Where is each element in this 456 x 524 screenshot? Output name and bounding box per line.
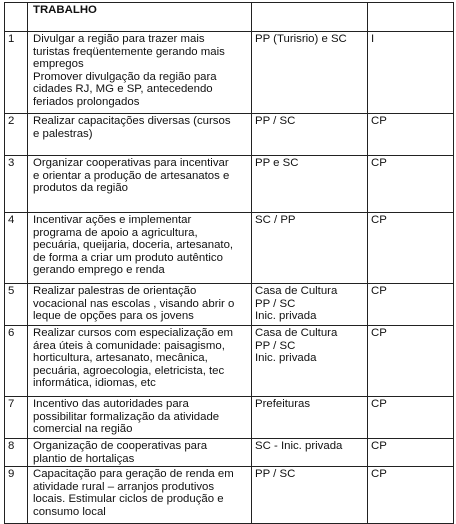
- action-line: Organização de cooperativas para: [33, 440, 208, 452]
- responsible-cell: [252, 284, 368, 326]
- responsible-line: Prefeituras: [255, 398, 311, 410]
- action-line: comercial na região: [33, 423, 133, 436]
- action-line: atividade rural – arranjos produtivos: [33, 480, 215, 493]
- action-cell: [28, 213, 252, 284]
- action-cell: [28, 439, 252, 467]
- action-line: informática, idiomas, etc: [33, 377, 156, 390]
- responsible-line: PP / SC: [255, 339, 296, 352]
- header-term-cell: [368, 3, 454, 32]
- action-line: empregos: [33, 58, 84, 71]
- responsible-line: PP / SC: [255, 297, 296, 310]
- action-cell: [28, 114, 252, 156]
- action-line: Realizar cursos com especialização em: [33, 327, 234, 339]
- action-plan-table: [4, 2, 454, 524]
- responsible-line: PP / SC: [255, 115, 296, 127]
- action-line: Realizar capacitações diversas (cursos: [33, 115, 231, 127]
- header-responsible-cell: [252, 3, 368, 32]
- header-number-cell: [5, 3, 28, 32]
- row-number-cell: 1: [5, 32, 28, 114]
- action-line: pecuária, agroecologia, eletricista, tec: [33, 364, 225, 377]
- term-cell: CP: [368, 284, 454, 326]
- responsible-cell: [252, 326, 368, 397]
- action-cell: [28, 397, 252, 439]
- action-line: feriados prolongados: [33, 95, 140, 108]
- table-row: [5, 397, 454, 439]
- action-line: Promover divulgação da região para: [33, 70, 217, 83]
- action-line: locais. Estimular ciclos de produção e: [33, 493, 224, 506]
- action-line: Incentivo das autoridades para: [33, 398, 189, 410]
- responsible-line: Inic. privada: [255, 310, 317, 323]
- action-line: horticultura, artesanato, mecânica,: [33, 352, 208, 365]
- row-number-cell: 5: [5, 284, 28, 326]
- section-title: TRABALHO: [28, 3, 252, 32]
- responsible-cell: [252, 213, 368, 284]
- responsible-line: PP e SC: [255, 157, 299, 169]
- action-line: produtos da região: [33, 182, 128, 195]
- term-cell: CP: [368, 439, 454, 467]
- term-cell: CP: [368, 326, 454, 397]
- action-line: Divulgar a região para trazer mais: [33, 33, 205, 45]
- responsible-cell: [252, 32, 368, 114]
- action-cell: [28, 156, 252, 213]
- term-cell: CP: [368, 397, 454, 439]
- table-row: [5, 326, 454, 397]
- action-line: e orientar a produção de artesanatos e: [33, 169, 230, 182]
- table-row: [5, 156, 454, 213]
- action-line: consumo local: [33, 505, 106, 518]
- action-line: turistas freqüentemente gerando mais: [33, 45, 225, 58]
- header-row: [5, 3, 454, 32]
- responsible-line: SC / PP: [255, 214, 296, 226]
- responsible-line: Inic. privada: [255, 352, 317, 365]
- action-line: de forma a criar um produto autêntico: [33, 251, 223, 264]
- responsible-line: SC - Inic. privada: [255, 440, 343, 452]
- responsible-line: PP (Turisrio) e SC: [255, 33, 347, 45]
- action-line: Capacitação para geração de renda em: [33, 468, 234, 481]
- responsible-cell: [252, 397, 368, 439]
- term-cell: CP: [368, 114, 454, 156]
- table-row: [5, 439, 454, 467]
- table-row: [5, 114, 454, 156]
- responsible-line: Casa de Cultura: [255, 327, 338, 339]
- term-cell: I: [368, 32, 454, 114]
- table-row: [5, 32, 454, 114]
- responsible-cell: [252, 467, 368, 524]
- action-line: e palestras): [33, 127, 93, 140]
- action-line: vocacional nas escolas , visando abrir o: [33, 297, 235, 310]
- term-cell: CP: [368, 213, 454, 284]
- row-number-cell: 8: [5, 439, 28, 467]
- row-number-cell: 2: [5, 114, 28, 156]
- action-cell: [28, 326, 252, 397]
- responsible-cell: [252, 114, 368, 156]
- table-body: [5, 3, 454, 524]
- action-line: possibilitar formalização da atividade: [33, 410, 220, 423]
- action-line: plantio de hortaliças: [33, 452, 135, 465]
- term-cell: CP: [368, 156, 454, 213]
- action-cell: [28, 32, 252, 114]
- action-line: gerando emprego e renda: [33, 264, 165, 277]
- table-row: [5, 284, 454, 326]
- action-line: leque de opções para os jovens: [33, 310, 194, 323]
- row-number-cell: 6: [5, 326, 28, 397]
- row-number-cell: 9: [5, 467, 28, 524]
- action-line: Realizar palestras de orientação: [33, 285, 197, 297]
- action-line: pecuária, queijaria, doceria, artesanato,: [33, 239, 234, 252]
- action-line: programa de apoio a agricultura,: [33, 226, 198, 239]
- term-cell: CP: [368, 467, 454, 524]
- responsible-cell: [252, 439, 368, 467]
- action-cell: [28, 467, 252, 524]
- action-cell: [28, 284, 252, 326]
- responsible-line: PP / SC: [255, 468, 296, 481]
- row-number-cell: 3: [5, 156, 28, 213]
- row-number-cell: 4: [5, 213, 28, 284]
- table-row: [5, 467, 454, 524]
- table-row: [5, 213, 454, 284]
- action-line: área úteis à comunidade: paisagismo,: [33, 339, 225, 352]
- responsible-line: Casa de Cultura: [255, 285, 338, 297]
- responsible-cell: [252, 156, 368, 213]
- row-number-cell: 7: [5, 397, 28, 439]
- action-line: Organizar cooperativas para incentivar: [33, 157, 229, 169]
- action-line: cidades RJ, MG e SP, antecedendo: [33, 83, 213, 96]
- action-line: Incentivar ações e implementar: [33, 214, 192, 226]
